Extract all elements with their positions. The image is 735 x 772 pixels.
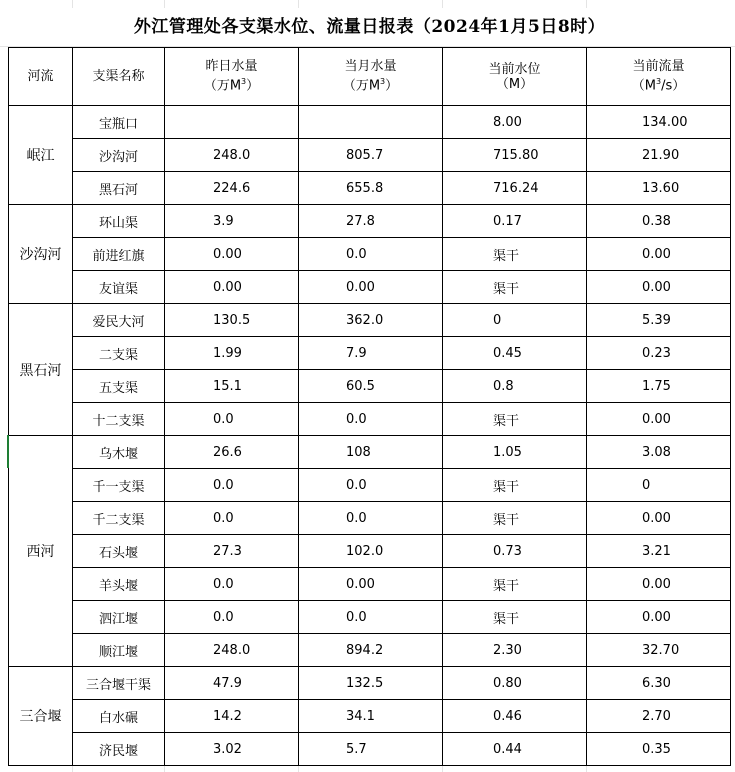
flow-cell[interactable]: 1.75 xyxy=(587,370,731,403)
table-row xyxy=(9,535,731,568)
branch-cell[interactable]: 五支渠 xyxy=(73,370,165,403)
header-month-unit: （万$M^3$） xyxy=(342,77,399,94)
yesterday-volume-cell[interactable]: 47.9 xyxy=(165,667,299,700)
table-row xyxy=(9,634,731,667)
yesterday-volume-cell[interactable] xyxy=(165,106,299,139)
month-volume-cell[interactable]: 0.00 xyxy=(299,568,443,601)
branch-cell[interactable]: 羊头堰 xyxy=(73,568,165,601)
header-month[interactable] xyxy=(299,48,443,106)
row-selection-marker xyxy=(7,435,9,468)
month-volume-cell[interactable]: 132.5 xyxy=(299,667,443,700)
header-level[interactable] xyxy=(443,48,587,106)
branch-cell[interactable]: 宝瓶口 xyxy=(73,106,165,139)
month-volume-cell[interactable]: 27.8 xyxy=(299,205,443,238)
report-table xyxy=(8,47,731,766)
header-yesterday-unit: （万$M^3$） xyxy=(203,77,260,94)
yesterday-volume-cell[interactable]: 248.0 xyxy=(165,139,299,172)
yesterday-volume-cell[interactable]: 0.00 xyxy=(165,271,299,304)
flow-cell[interactable]: 0.00 xyxy=(587,238,731,271)
branch-cell[interactable]: 环山渠 xyxy=(73,205,165,238)
table-row xyxy=(9,172,731,205)
month-volume-cell[interactable]: 108 xyxy=(299,436,443,469)
branch-cell[interactable]: 沙沟河 xyxy=(73,139,165,172)
table-row xyxy=(9,733,731,766)
yesterday-volume-cell[interactable]: 0.0 xyxy=(165,403,299,436)
river-cell[interactable]: 西河 xyxy=(9,436,73,667)
flow-cell[interactable]: 13.60 xyxy=(587,172,731,205)
river-cell[interactable]: 三合堰 xyxy=(9,667,73,766)
yesterday-volume-cell[interactable]: 224.6 xyxy=(165,172,299,205)
flow-cell[interactable]: 32.70 xyxy=(587,634,731,667)
table-row xyxy=(9,667,731,700)
water-level-cell[interactable]: 0 xyxy=(443,304,587,337)
flow-cell[interactable]: 0.00 xyxy=(587,568,731,601)
month-volume-cell[interactable]: 0.0 xyxy=(299,403,443,436)
header-yesterday[interactable] xyxy=(165,48,299,106)
water-level-cell[interactable]: 渠干 xyxy=(443,601,587,634)
branch-cell[interactable]: 二支渠 xyxy=(73,337,165,370)
table-row xyxy=(9,238,731,271)
flow-cell[interactable]: 0.23 xyxy=(587,337,731,370)
flow-cell[interactable]: 3.08 xyxy=(587,436,731,469)
report-title: 外江管理处各支渠水位、流量日报表（2024年1月5日8时） xyxy=(8,8,731,46)
month-volume-cell[interactable]: 362.0 xyxy=(299,304,443,337)
table-row xyxy=(9,601,731,634)
branch-cell[interactable]: 黑石河 xyxy=(73,172,165,205)
water-level-cell[interactable]: 715.80 xyxy=(443,139,587,172)
branch-cell[interactable]: 三合堰干渠 xyxy=(73,667,165,700)
flow-cell[interactable]: 21.90 xyxy=(587,139,731,172)
branch-cell[interactable]: 十二支渠 xyxy=(73,403,165,436)
branch-cell[interactable]: 白水碾 xyxy=(73,700,165,733)
table-row xyxy=(9,469,731,502)
water-level-cell[interactable]: 渠干 xyxy=(443,238,587,271)
yesterday-volume-cell[interactable]: 248.0 xyxy=(165,634,299,667)
branch-cell[interactable]: 石头堰 xyxy=(73,535,165,568)
flow-cell[interactable]: 0.00 xyxy=(587,502,731,535)
branch-cell[interactable]: 顺江堰 xyxy=(73,634,165,667)
water-level-cell[interactable]: 716.24 xyxy=(443,172,587,205)
water-level-cell[interactable]: 0.44 xyxy=(443,733,587,766)
flow-cell[interactable]: 0.00 xyxy=(587,403,731,436)
header-river[interactable]: 河流 xyxy=(9,48,73,106)
table-row xyxy=(9,502,731,535)
month-volume-cell[interactable]: 0.0 xyxy=(299,469,443,502)
branch-cell[interactable]: 爱民大河 xyxy=(73,304,165,337)
yesterday-volume-cell[interactable]: 0.0 xyxy=(165,568,299,601)
table-row xyxy=(9,106,731,139)
header-level-label: 当前水位 xyxy=(488,61,541,77)
yesterday-volume-cell[interactable]: 3.9 xyxy=(165,205,299,238)
flow-cell[interactable]: 6.30 xyxy=(587,667,731,700)
branch-cell[interactable]: 乌木堰 xyxy=(73,436,165,469)
water-level-cell[interactable]: 0.8 xyxy=(443,370,587,403)
flow-cell[interactable]: 0.00 xyxy=(587,271,731,304)
header-flow-unit: $(M^3/s)$ xyxy=(631,77,686,94)
table-row xyxy=(9,403,731,436)
month-volume-cell[interactable]: 0.0 xyxy=(299,601,443,634)
river-cell[interactable]: 沙沟河 xyxy=(9,205,73,304)
month-volume-cell[interactable]: 0.00 xyxy=(299,271,443,304)
table-row xyxy=(9,568,731,601)
flow-cell[interactable]: 0 xyxy=(587,469,731,502)
month-volume-cell[interactable]: 34.1 xyxy=(299,700,443,733)
yesterday-volume-cell[interactable]: 0.0 xyxy=(165,601,299,634)
yesterday-volume-cell[interactable]: 26.6 xyxy=(165,436,299,469)
yesterday-volume-cell[interactable]: 0.0 xyxy=(165,502,299,535)
yesterday-volume-cell[interactable]: 15.1 xyxy=(165,370,299,403)
month-volume-cell[interactable]: 102.0 xyxy=(299,535,443,568)
table-row xyxy=(9,304,731,337)
month-volume-cell[interactable]: 894.2 xyxy=(299,634,443,667)
month-volume-cell[interactable]: 805.7 xyxy=(299,139,443,172)
table-row xyxy=(9,205,731,238)
header-flow[interactable] xyxy=(587,48,731,106)
water-level-cell[interactable]: 渠干 xyxy=(443,568,587,601)
water-level-cell[interactable]: 1.05 xyxy=(443,436,587,469)
yesterday-volume-cell[interactable]: 0.0 xyxy=(165,469,299,502)
water-level-cell[interactable]: 0.46 xyxy=(443,700,587,733)
river-cell[interactable]: 黑石河 xyxy=(9,304,73,436)
branch-cell[interactable]: 友谊渠 xyxy=(73,271,165,304)
water-level-cell[interactable]: 0.45 xyxy=(443,337,587,370)
header-branch[interactable]: 支渠名称 xyxy=(73,48,165,106)
table-row xyxy=(9,370,731,403)
table-row xyxy=(9,271,731,304)
month-volume-cell[interactable]: 60.5 xyxy=(299,370,443,403)
month-volume-cell[interactable]: 0.0 xyxy=(299,502,443,535)
month-volume-cell[interactable]: 7.9 xyxy=(299,337,443,370)
water-level-cell[interactable]: 0.17 xyxy=(443,205,587,238)
table-row xyxy=(9,337,731,370)
flow-cell[interactable]: 0.38 xyxy=(587,205,731,238)
branch-cell[interactable]: 千一支渠 xyxy=(73,469,165,502)
header-row xyxy=(9,48,731,106)
yesterday-volume-cell[interactable]: 27.3 xyxy=(165,535,299,568)
table-row xyxy=(9,700,731,733)
water-level-cell[interactable]: 渠干 xyxy=(443,502,587,535)
water-level-cell[interactable]: 渠干 xyxy=(443,469,587,502)
month-volume-cell[interactable]: 655.8 xyxy=(299,172,443,205)
water-level-cell[interactable]: 2.30 xyxy=(443,634,587,667)
water-level-cell[interactable]: 0.73 xyxy=(443,535,587,568)
month-volume-cell[interactable]: 5.7 xyxy=(299,733,443,766)
water-level-cell[interactable]: 0.80 xyxy=(443,667,587,700)
flow-cell[interactable]: 134.00 xyxy=(587,106,731,139)
yesterday-volume-cell[interactable]: 3.02 xyxy=(165,733,299,766)
branch-cell[interactable]: 泗江堰 xyxy=(73,601,165,634)
table-row xyxy=(9,139,731,172)
flow-cell[interactable]: 2.70 xyxy=(587,700,731,733)
flow-cell[interactable]: 0.00 xyxy=(587,601,731,634)
branch-cell[interactable]: 千二支渠 xyxy=(73,502,165,535)
flow-cell[interactable]: 0.35 xyxy=(587,733,731,766)
header-level-unit: （M） xyxy=(495,76,534,92)
yesterday-volume-cell[interactable]: 130.5 xyxy=(165,304,299,337)
yesterday-volume-cell[interactable]: 1.99 xyxy=(165,337,299,370)
water-level-cell[interactable]: 渠干 xyxy=(443,403,587,436)
yesterday-volume-cell[interactable]: 0.00 xyxy=(165,238,299,271)
table-row xyxy=(9,436,731,469)
month-volume-cell[interactable]: 0.0 xyxy=(299,238,443,271)
branch-cell[interactable]: 前进红旗 xyxy=(73,238,165,271)
water-level-cell[interactable]: 8.00 xyxy=(443,106,587,139)
water-level-cell[interactable]: 渠干 xyxy=(443,271,587,304)
river-cell[interactable]: 岷江 xyxy=(9,106,73,205)
flow-cell[interactable]: 5.39 xyxy=(587,304,731,337)
header-flow-label: 当前流量 xyxy=(632,59,685,75)
flow-cell[interactable]: 3.21 xyxy=(587,535,731,568)
header-yesterday-label: 昨日水量 xyxy=(205,59,258,75)
branch-cell[interactable]: 济民堰 xyxy=(73,733,165,766)
month-volume-cell[interactable] xyxy=(299,106,443,139)
header-month-label: 当月水量 xyxy=(344,59,397,75)
yesterday-volume-cell[interactable]: 14.2 xyxy=(165,700,299,733)
